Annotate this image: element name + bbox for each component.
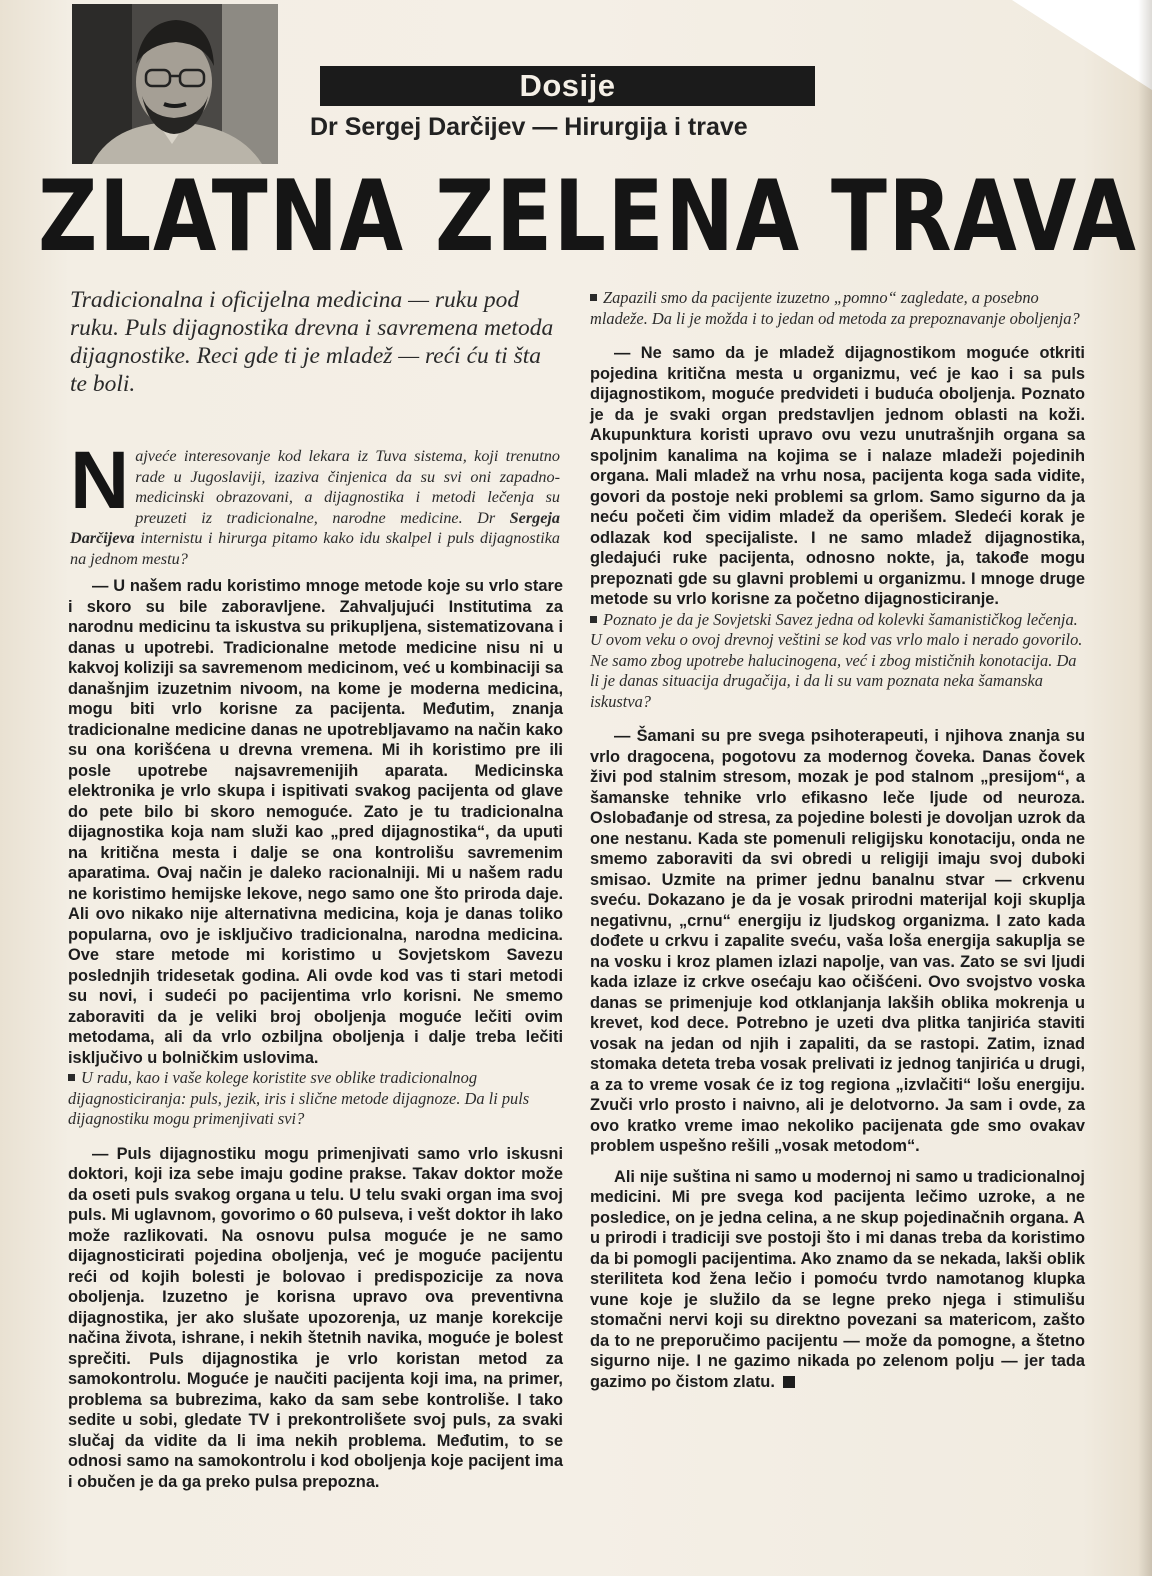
answer-paragraph — [590, 1167, 1085, 1393]
question-text: Poznato je da je Sovjetski Savez jedna od kolevki šamanističkog lečenja. U ovom veku o ovoj drevnoj veštini se kod vas vrlo malo i nerado govorilo. Ne samo zbog upotrebe halucinogena, već i zbog mističnih konotacija. Da li je danas situacija drugačija, i da li su vam poznata neka šamanska iskustva? — [590, 609, 1083, 711]
closing-text: Ali nije suština ni samo u modernoj ni samo u tradicionalnoj medicini. Mi pre svega kod pacijenta lečimo uzroke, a ne posledice, on je jedna celina, a ne skup pojedinačnih organa. A u prirodi i tradiciji sve postoji što i mi danas treba da koristimo da bi pomogli pacijentima. Ako znamo da se nekada, lakši oblik steriliteta kod žena lečio i pomoću tvrdo namotanog klupka vune koje je služilo da se legne preko njega i stimulišu stomačni nervi koji su direktno povezani sa matericom, zašto da to ne preporučimo pacijentu — može da pomogne, a štetno sigurno nije. I ne gazimo nikada po zelenom polju — jer tada gazimo po čistom zlatu. — [590, 1167, 1085, 1391]
bullet-icon — [68, 1074, 75, 1081]
bullet-icon — [590, 294, 597, 301]
intro-text-part1: ajveće interesovanje kod lekara iz Tuva sistema, koji trenutno rade u Jugoslaviji, izaziva činjenica da su svi oni zapadno-medicinski obrazovani, a dijagnostika i metodi lečenja su preuzeti iz tradicionalne, narodne medicine. Dr — [135, 447, 560, 527]
bullet-icon — [590, 616, 597, 623]
intro-text-part2: internistu i hirurga pitamo kako idu skalpel i puls dijagnostika na jednom mestu? — [70, 529, 560, 568]
answer-paragraph: — Šamani su pre svega psihoterapeuti, i njihova znanja su vrlo dragocena, pogotovu za modernog čoveka. Danas čovek živi pod stalnim stresom, mozak je pod stalnom „presijom“, a šamanske tehnike vrlo efikasno leče ljude od neuroza. Oslobađanje od stresa, za pojedine bolesti je dovoljan uzrok da one nestanu. Kada ste pomenuli religijsku konotaciju, onda ne smemo zaboraviti da svi obredi u religiji imaju svoj duboki smisao. Uzmite na primer jednu banalnu stvar — crkvenu sveću. Dokazano je da je vosak prirodni materijal koji skuplja negativnu, „crnu“ energiju iz ljudskog organizma. I zato kada dođete u crkvu i zapalite sveću, vaša loša energija sakuplja se na vosku i kroz plamen izlazi napolje, van vas. Zato se svi ljudi kada izlaze iz crkve osećaju kao očišćeni. Ovo svojstvo voska danas se primenjuje kod otklanjanja lakših oblika mokrenja u krevet, kod dece. Potrebno je uzeti dva plitka tanjirića staviti vosak na jedan od njih i zapaliti, da se rastopi. Zatim, iznad stomaka deteta treba vosak prelivati iz jednog tanjirića u drugi, a za to vreme vosak će iz tog regiona „izvlačiti“ lošu energiju. Zvuči vrlo prosto i naivno, ali je delotvorno. Ja sam i ovde, za ovo kratko vreme imao nekoliko pacijenata gde smo ovakav problem uspešno rešili „vosak metodom“. — [590, 727, 1085, 1155]
article-column-left — [68, 576, 563, 1492]
answer-paragraph: — U našem radu koristimo mnoge metode koje su vrlo stare i skoro su bile zaboravljene. Zahvaljujući Institutima za narodnu medicinu ta iskustva su prikupljena, sistematizovana i danas u upotrebi. Tradicionalne metode medicine nisu ni u kakvoj koliziji sa savremenom medicinom, već u kombinaciji sa današnjim izuzetnim nivoom, na kome je moderna medicina, mogu biti vrlo korisne za pacijenta. Međutim, znanja tradicionalne medicine danas ne upotrebljavamo na način kako su ona korišćena u drevna vremena. Mi ih koristimo pre ili posle upotrebe najsavremenijih aparata. Medicinska elektronika je vrlo skupa i ispitivati svakog pacijenta od glave do pete bilo bi skoro nemoguće. Zato je tu tradicionalna dijagnostika koja nam služi kao „pred dijagnostika“, da uputi na kritična mesta i dalje se ona kontrolišu savremenim aparatima. Ovaj način je daleko racionalniji. Mi u našem radu ne koristimo hemijske lekove, nego samo one što priroda daje. Ali ovo nikako nije alternativna medicina, koja je danas toliko popularna, ovo je isključivo tradicionalna, narodna medicina. Ove stare metode mi koristimo u Sovjetskom Savezu poslednjih tridesetak godina. Ali ovde kod vas ti stari metodi su novi, i sudeći po pacijentima vrlo korisni. Ne smemo zaboraviti da je veliki broj oboljenja moguće lečiti ovim metodama, ali da vrlo ozbiljna oboljenja i dalje treba lečiti isključivo u bolničkim uslovima. — [68, 577, 563, 1067]
article-intro — [70, 435, 560, 569]
article-headline: ZLATNA ZELENA TRAVA — [38, 160, 1138, 274]
question-paragraph — [590, 288, 1085, 329]
torn-page-corner — [1012, 0, 1152, 90]
answer-paragraph: — Ne samo da je mladež dijagnostikom moguće otkriti pojedina kritična mesta u organizmu, već je kao i sa puls dijagnostikom, moguće predvideti i buduća oboljenja. Poznato je da je svaki organ predstavljen jednom oblasti na koži. Akupunktura koristi upravo ovu vezu unutrašnjih organa sa spoljnim kanalima na kojima se i nalaze mladeži pojedinih organa. Mali mladež na vrhu nosa, pacijenta koga sada vidite, govori da postoje neki problemi sa grlom. Samo sigurno da ja neću početi čim vidim mladež da operišem. Sledeći korak je odlazak kod specijaliste. I ne samo mladež dijagnostika, gledajući ruke pacijenta, odnosno nokte, ja, takođe mogu prepoznati gde su glavni problemi u organizmu. I mnoge druge metode su vrlo korisne za početno dijagnosticiranje. — [590, 344, 1085, 608]
article-lead: Tradicionalna i oficijelna medicina — ruku pod ruku. Puls dijagnostika drevna i savremena metoda dijagnostike. Reci gde ti je mladež — reći ću ti šta te boli. — [70, 287, 554, 397]
question-paragraph — [68, 1068, 563, 1130]
end-mark-icon — [783, 1376, 795, 1388]
question-text: Zapazili smo da pacijente izuzetno „pomno“ zagledate, a posebno mladeže. Da li je možda i to jedan od metoda za prepoznavanje oboljenja? — [590, 288, 1080, 328]
article-column-right — [590, 288, 1085, 1392]
intro-name: Sergeja Darčijeva — [70, 508, 560, 547]
page-edge-shadow — [1138, 0, 1152, 1576]
author-photo — [72, 4, 278, 164]
section-banner: Dosije — [320, 66, 815, 106]
drop-cap: N — [70, 435, 130, 526]
question-text: U radu, kao i vaše kolege koristite sve oblike tradicionalnog dijagnosticiranja: puls, jezik, iris i slične metode dijagnoze. Da li puls dijagnostiku mogu primenjivati svi? — [68, 1068, 530, 1128]
portrait-image — [72, 4, 278, 164]
article-subtitle: Dr Sergej Darčijev — Hirurgija i trave — [310, 113, 748, 141]
question-paragraph — [590, 610, 1085, 713]
answer-paragraph: — Puls dijagnostiku mogu primenjivati samo vrlo iskusni doktori, koji iza sebe imaju godine prakse. Takav doktor može da oseti puls svakog organa u telu. U telu svaki organ ima svoj puls. Mi uglavnom, govorimo o 60 pulseva, i vešt doktor ih lako može razlikovati. Na osnovu pulsa moguće je ne samo dijagnosticirati pojedina oboljenja, već je moguće pacijentu reći od kojih bolesti je bolovao i predispozicije za nova oboljenja. Izuzetno je korisna upravo ova preventivna dijagnostika, jer ako slušate upozorenja, uz manje korekcije načina života, ishrane, i nekih štetnih navika, moguće je bolest sprečiti. Puls dijagnostika je vrlo koristan metod za samokontrolu. Moguće je naučiti pacijenta koji ima, na primer, problema sa bubrezima, kako da sam sebe kontroliše. I tako sedite u sobi, gledate TV i prekontrolišete svoj puls, za svaki slučaj da vidite da li ima nekih problema. Međutim, to se odnosi samo na samokontrolu i kod oboljenja koje pacijent ima i obučen je da ga preko pulsa prepozna. — [68, 1144, 563, 1491]
